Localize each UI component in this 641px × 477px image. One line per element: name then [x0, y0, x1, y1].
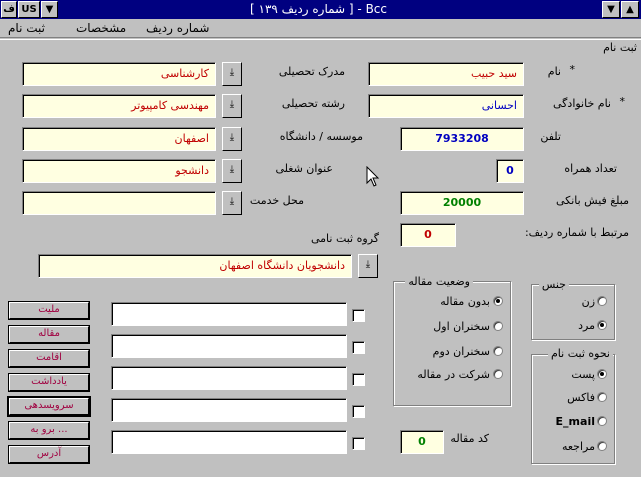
extra-checkbox-2[interactable]: [352, 341, 365, 354]
reg-method-option-label: فاکس: [567, 391, 595, 404]
last-name-label: نام خانوادگی: [553, 97, 611, 110]
mouse-cursor-icon: [366, 166, 380, 188]
reg-method-radio-fax[interactable]: [597, 392, 607, 402]
job-title-label: عنوان شغلی: [275, 162, 333, 175]
reg-group-input[interactable]: دانشجویان دانشگاه اصفهان: [38, 254, 352, 278]
keyboard-lang-fa[interactable]: ف: [1, 1, 17, 18]
minimize-button[interactable]: [602, 1, 620, 18]
extra-checkbox-5[interactable]: [352, 437, 365, 450]
payment-label: مبلغ فیش بانکی: [555, 194, 629, 207]
companions-label: تعداد همراه: [564, 162, 617, 175]
reg-method-option-label: پست: [571, 368, 595, 381]
first-name-label: نام: [547, 65, 561, 78]
keyboard-lang-badge[interactable]: US: [18, 1, 40, 18]
last-name-input[interactable]: احسانی: [368, 94, 524, 118]
down-arrow-bar-icon: ⤓: [229, 67, 235, 78]
phone-label: تلفن: [540, 130, 561, 143]
reg-method-title: نحوه ثبت نام: [548, 347, 613, 360]
paper-code-input[interactable]: 0: [400, 430, 444, 454]
gender-option-label: زن: [581, 295, 595, 308]
workplace-label: محل خدمت: [249, 194, 304, 207]
gender-group: [531, 284, 615, 340]
degree-dropdown-button[interactable]: [222, 62, 242, 86]
reg-group-label: گروه ثبت نامی: [310, 232, 379, 245]
paper-status-radio-second[interactable]: [493, 346, 503, 356]
phone-input[interactable]: 7933208: [400, 127, 524, 151]
paper-status-option-label: بدون مقاله: [440, 295, 490, 308]
paper-button[interactable]: مقاله: [9, 326, 89, 343]
paper-status-option-label: شرکت در مقاله: [417, 368, 490, 381]
nationality-button[interactable]: ملیت: [9, 302, 89, 319]
reg-method-radio-post[interactable]: [597, 369, 607, 379]
extra-checkbox-1[interactable]: [352, 309, 365, 322]
menu-registration[interactable]: ثبت نام: [8, 21, 45, 35]
reg-method-option-label: E_mail: [555, 415, 595, 428]
payment-input[interactable]: 20000: [400, 191, 524, 215]
menu-details[interactable]: مشخصات: [76, 21, 127, 35]
down-arrow-bar-icon: ⤓: [229, 132, 235, 143]
extra-text-field-5[interactable]: [111, 430, 347, 454]
extra-checkbox-3[interactable]: [352, 373, 365, 386]
service-button[interactable]: سرویسدهی: [9, 398, 89, 415]
down-arrow-icon: ▼: [607, 4, 615, 15]
down-arrow-bar-icon: ⤓: [229, 196, 235, 207]
paper-status-option-label: سخنران اول: [433, 320, 490, 333]
reg-method-radio-email[interactable]: [597, 416, 607, 426]
accommodation-button[interactable]: اقامت: [9, 350, 89, 367]
related-row-input[interactable]: 0: [400, 223, 456, 247]
degree-label: مدرک تحصیلی: [278, 65, 345, 78]
maximize-button[interactable]: [621, 1, 639, 18]
degree-input[interactable]: کارشناسی: [22, 62, 216, 86]
address-button[interactable]: آدرس: [9, 446, 89, 463]
institute-input[interactable]: اصفهان: [22, 127, 216, 151]
institute-label: موسسه / دانشگاه: [279, 130, 363, 143]
paper-status-radio-participant[interactable]: [493, 369, 503, 379]
extra-checkbox-4[interactable]: [352, 405, 365, 418]
down-arrow-icon: ▼: [45, 4, 54, 15]
gender-radio-female[interactable]: [597, 296, 607, 306]
paper-status-title: وضعیت مقاله: [405, 275, 473, 288]
paper-status-option-label: سخنران دوم: [432, 345, 490, 358]
down-arrow-bar-icon: ⤓: [229, 164, 235, 175]
extra-text-field-1[interactable]: [111, 302, 347, 326]
menu-row-number[interactable]: شماره ردیف: [146, 21, 210, 35]
workplace-input[interactable]: [22, 191, 216, 215]
window-title: [ شماره ردیف ۱۳۹ ] - Bcc: [250, 2, 387, 16]
paper-status-radio-first[interactable]: [493, 321, 503, 331]
gender-radio-male[interactable]: [597, 320, 607, 330]
major-input[interactable]: مهندسی کامپیوتر: [22, 94, 216, 118]
extra-text-field-2[interactable]: [111, 334, 347, 358]
control-menu-button[interactable]: [41, 1, 58, 18]
first-name-input[interactable]: سید حبیب: [368, 62, 524, 86]
down-arrow-bar-icon: ⤓: [365, 259, 371, 270]
paper-status-radio-none[interactable]: [493, 296, 503, 306]
major-dropdown-button[interactable]: [222, 94, 242, 118]
extra-text-field-3[interactable]: [111, 366, 347, 390]
job-title-dropdown-button[interactable]: [222, 159, 242, 183]
extra-text-field-4[interactable]: [111, 398, 347, 422]
note-button[interactable]: یادداشت: [9, 374, 89, 391]
workplace-dropdown-button[interactable]: [222, 191, 242, 215]
goto-button[interactable]: برو به ...: [9, 422, 89, 439]
reg-method-option-label: مراجعه: [561, 440, 595, 453]
reg-method-radio-in-person[interactable]: [597, 441, 607, 451]
paper-code-label: کد مقاله: [450, 432, 489, 445]
section-title: ثبت نام: [603, 41, 637, 54]
down-arrow-bar-icon: ⤓: [229, 99, 235, 110]
institute-dropdown-button[interactable]: [222, 127, 242, 151]
major-label: رشته تحصیلی: [281, 97, 345, 110]
related-row-label: مرتبط با شماره ردیف:: [524, 226, 629, 239]
gender-title: جنس: [539, 278, 569, 291]
last-name-required: *: [619, 95, 625, 108]
companions-input[interactable]: 0: [496, 159, 524, 183]
up-arrow-icon: ▲: [626, 4, 634, 15]
job-title-input[interactable]: دانشجو: [22, 159, 216, 183]
first-name-required: *: [569, 63, 575, 76]
reg-group-dropdown-button[interactable]: [358, 254, 378, 278]
gender-option-label: مرد: [578, 319, 595, 332]
